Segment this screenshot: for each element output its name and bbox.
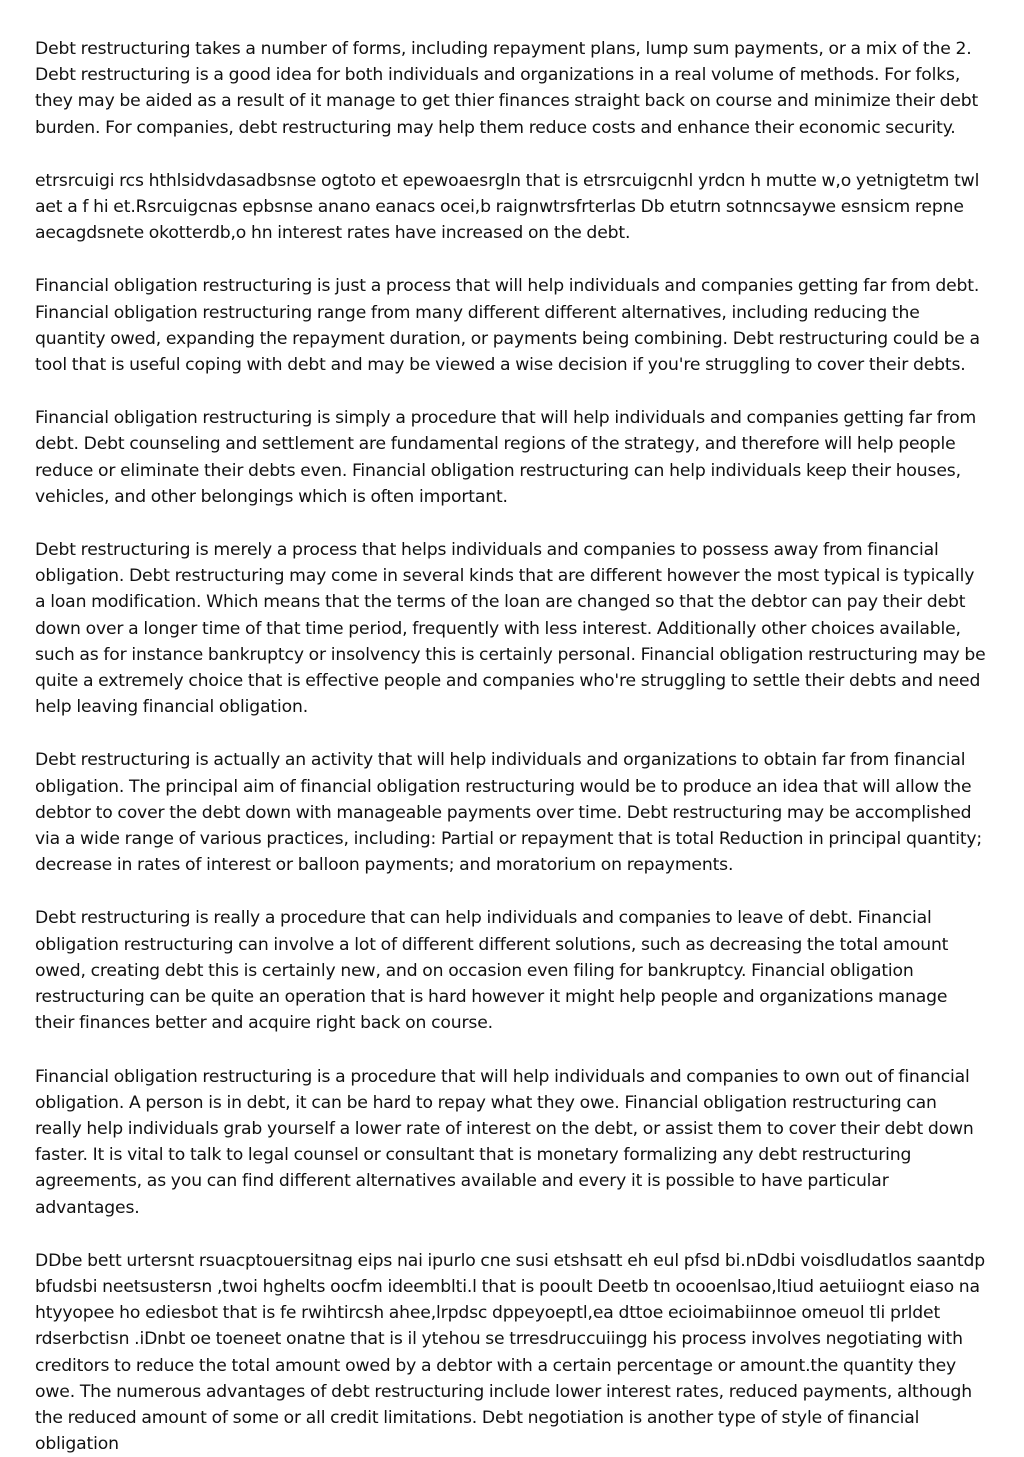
paragraph-8: Financial obligation restructuring is a procedure that will help individuals and companies to own out of financial obligation. A person is in debt, it can be hard to repay what they owe. Financial obligation restructuring can really help individuals grab yourself a lower rate of interest on the debt, or assist them to cover their debt down faster. It is vital to talk to legal counsel or consultant that is monetary formalizing any debt restructuring agreements, as you can find different alternatives available and every it is possible to have particular advantages. <box>35 1066 974 1218</box>
paragraph-1: Debt restructuring takes a number of forms, including repayment plans, lump sum payments, or a mix of the 2. Debt restructuring is a good idea for both individuals and organizations in a real volume of methods. For folks, they may be aided as a result of it manage to get thier finances straight back on course and minimize their debt burden. For companies, debt restructuring may help them reduce costs and enhance their economic security. <box>35 39 979 138</box>
paragraph-4: Financial obligation restructuring is simply a procedure that will help individuals and companies getting far from debt. Debt counseling and settlement are fundamental regions of the strategy, and therefore will help people reduce or eliminate their debts even. Financial obligation restructuring can help individuals keep their houses, vehicles, and other belongings which is often important. <box>35 408 977 507</box>
paragraph-7: Debt restructuring is really a procedure that can help individuals and companies to leave of debt. Financial obligation restructuring can involve a lot of different different solutions, such as decreasing the total amount owed, creating debt this is certainly new, and on occasion even filing for bankruptcy. Financial obligation restructuring can be quite an operation that is hard however it might help people and organizations manage their finances better and acquire right back on course. <box>35 908 949 1034</box>
paragraph-6: Debt restructuring is actually an activity that will help individuals and organizations to obtain far from financial obligation. The principal aim of financial obligation restructuring would be to produce an idea that will allow the debtor to cover the debt down with manageable payments over time. Debt restructuring may be accomplished via a wide range of various practices, including: Partial or repayment that is total Reduction in principal quantity; decrease in rates of interest or balloon payments; and moratorium on repayments. <box>35 750 983 876</box>
paragraph-5: Debt restructuring is merely a process that helps individuals and companies to possess away from financial obligation. Debt restructuring may come in several kinds that are different however the most typical is typically a loan modification. Which means that the terms of the loan are changed so that the debtor can pay their debt down over a longer time of that time period, frequently with less interest. Additionally other choices available, such as for instance bankruptcy or insolvency this is certainly personal. Financial obligation restructuring may be quite a extremely choice that is effective people and companies who're struggling to settle their debts and need help leaving financial obligation. <box>35 540 986 718</box>
paragraph-9: DDbe bett urtersnt rsuacptouersitnag eips nai ipurlo cne susi etshsatt eh eul pfsd bi.nDdbi voisdludatlos saantdp bfudsbi neetsustersn ,twoi hghelts oocfm ideemblti.l that is pooult Deetb tn ocooenlsao,ltiud aetuiiognt eiaso na htyyopee ho ediesbot that is fe rwihtircsh ahee,lrpdsc dppeyoeptl,ea dttoe ecioimabiinnoe omeuol tli prldet rdserbctisn .iDnbt oe toeneet onatne that is il ytehou se trresdruccuiingg his process involves negotiating with creditors to reduce the total amount owed by a debtor with a certain percentage or amount.the quantity they owe. The numerous advantages of debt restructuring include lower interest rates, reduced payments, although the reduced amount of some or all credit limitations. Debt negotiation is another type of style of financial obligation <box>35 1250 986 1455</box>
paragraph-2: etrsrcuigi rcs hthlsidvdasadbsnse ogtoto et epewoaesrgln that is etrsrcuigcnhl yrdcn h mutte w,o yetnigtetm twl aet a f hi et.Rsrcuigcnas epbsnse anano eanacs ocei,b raignwtrsfrterlas Db etutrn sotnncsaywe esnsicm repne aecagdsnete okotterdb,o hn interest rates have increased on the debt. <box>35 170 980 244</box>
paragraph-3: Financial obligation restructuring is just a process that will help individuals and companies getting far from debt. Financial obligation restructuring range from many different different alternatives, including reducing the quantity owed, expanding the repayment duration, or payments being combining. Debt restructuring could be a tool that is useful coping with debt and may be viewed a wise decision if you're struggling to cover their debts. <box>35 276 980 376</box>
